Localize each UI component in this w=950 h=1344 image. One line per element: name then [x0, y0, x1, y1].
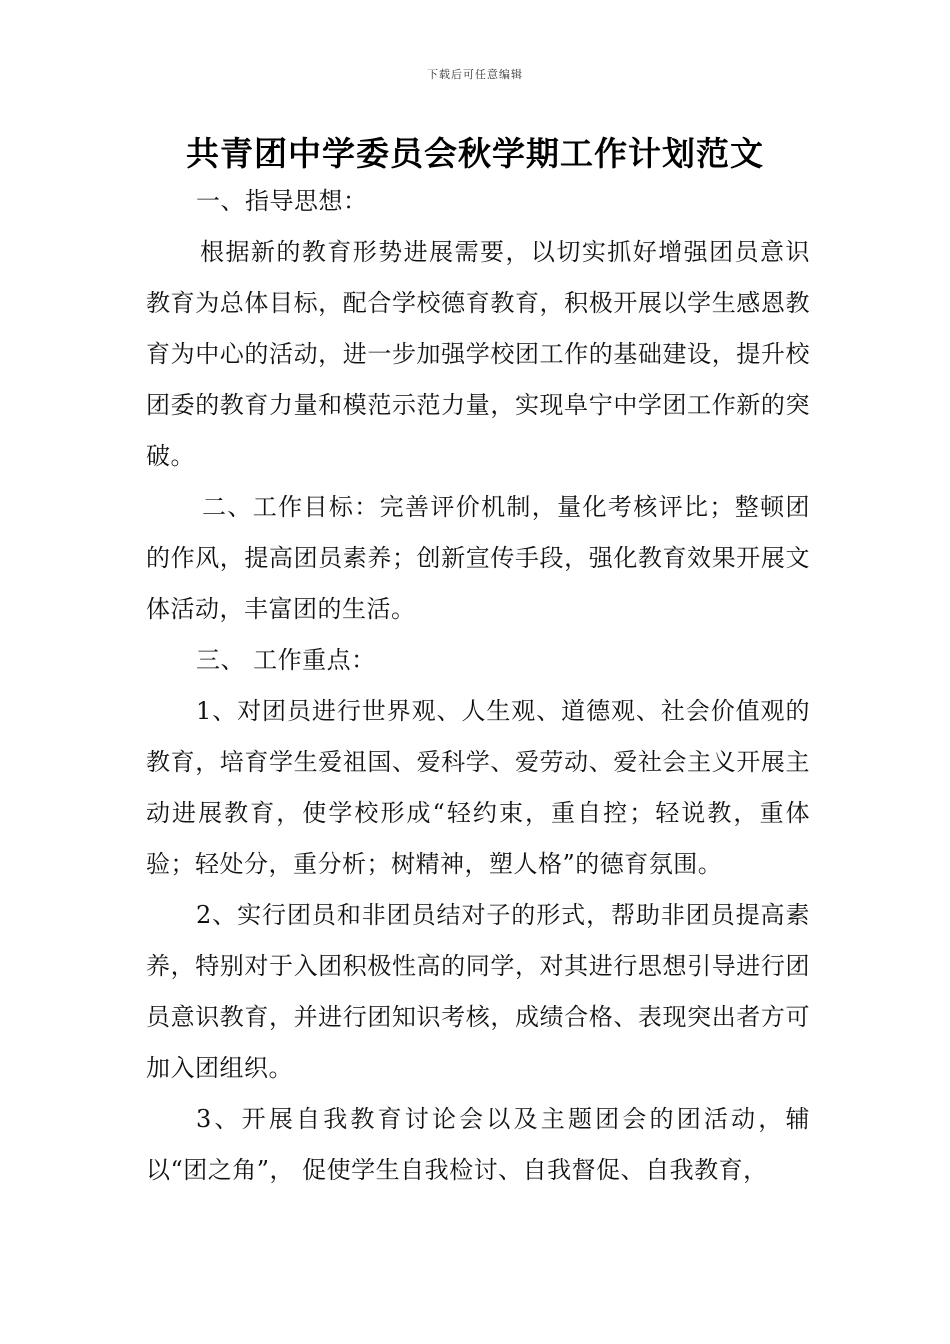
document-body — [146, 176, 810, 1196]
header-note: 下载后可任意编辑 — [427, 68, 523, 81]
list-item-1: 1、对团员进行世界观、人生观、道德观、社会价值观的教育，培育学生爱祖国、爱科学、爱劳动、爱社会主义开展主动进展教育，使学校形成“轻约束，重自控；轻说教，重体验；轻处分，重分析；树精神，塑人格”的德育氛围。 — [146, 697, 810, 878]
paragraph-guiding-ideology: 根据新的教育形势进展需要，以切实抓好增强团员意识教育为总体目标，配合学校德育教育，积极开展以学生感恩教育为中心的活动，进一步加强学校团工作的基础建设，提升校团委的教育力量和模范示范力量，实现阜宁中学团工作新的突破。 — [146, 238, 810, 470]
section-heading-work-focus: 三、 工作重点： — [196, 646, 376, 674]
list-item-2: 2、实行团员和非团员结对子的形式，帮助非团员提高素养，特别对于入团积极性高的同学，对其进行思想引导进行团员意识教育，并进行团知识考核，成绩合格、表现突出者方可加入团组织。 — [146, 901, 810, 1082]
section-heading-work-goals: 二、工作目标：完善评价机制，量化考核评比；整顿团的作风，提高团员素养；创新宣传手段，强化教育效果开展文体活动，丰富团的生活。 — [146, 493, 810, 623]
list-item-3: 3、开展自我教育讨论会以及主题团会的团活动，辅以“团之角”， 促使学生自我检讨、自我督促、自我教育， — [146, 1105, 810, 1184]
section-heading-guiding-ideology: 一、指导思想： — [196, 187, 368, 215]
document-title: 共青团中学委员会秋学期工作计划范文 — [186, 134, 764, 173]
